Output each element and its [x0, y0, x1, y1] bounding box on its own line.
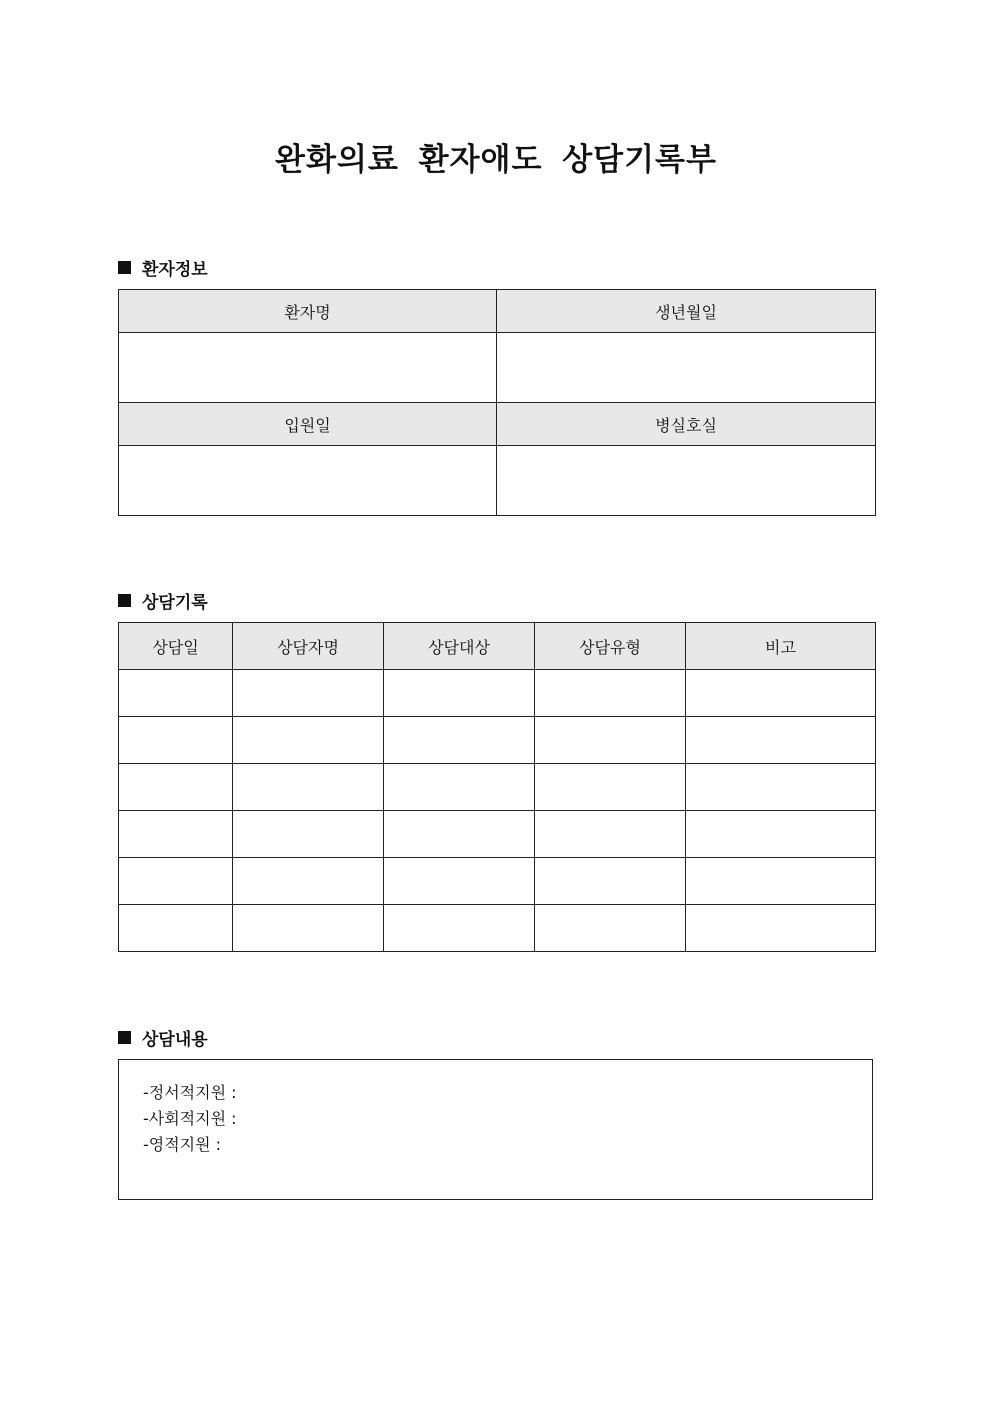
section-heading-patient-info [118, 255, 208, 280]
table-cell[interactable] [384, 717, 535, 764]
table-cell[interactable] [384, 905, 535, 952]
table-cell[interactable] [686, 764, 876, 811]
section-heading-label: 상담내용 [142, 1030, 208, 1050]
patient-name-field[interactable] [119, 333, 497, 403]
column-header-remarks: 비고 [686, 623, 876, 670]
table-cell[interactable] [233, 858, 384, 905]
spiritual-support-line: -영적지원 : [143, 1135, 222, 1154]
label-admission-date: 입원일 [119, 403, 497, 446]
table-cell[interactable] [233, 905, 384, 952]
column-header-type: 상담유형 [535, 623, 686, 670]
table-cell[interactable] [119, 764, 233, 811]
table-row [119, 670, 876, 717]
table-row [119, 764, 876, 811]
social-support-line: -사회적지원 : [143, 1109, 237, 1128]
table-cell[interactable] [384, 670, 535, 717]
document-title: 완화의료 환자애도 상담기록부 [275, 142, 717, 178]
counseling-content-box[interactable] [118, 1059, 873, 1200]
square-bullet-icon [118, 594, 131, 607]
table-cell[interactable] [535, 905, 686, 952]
square-bullet-icon [118, 1031, 131, 1044]
column-header-date: 상담일 [119, 623, 233, 670]
table-cell[interactable] [119, 905, 233, 952]
table-cell[interactable] [233, 717, 384, 764]
table-cell[interactable] [535, 858, 686, 905]
table-cell[interactable] [686, 905, 876, 952]
table-row [119, 717, 876, 764]
table-row [119, 858, 876, 905]
column-header-counselor: 상담자명 [233, 623, 384, 670]
section-heading-counseling-content [118, 1025, 208, 1050]
table-cell[interactable] [535, 811, 686, 858]
section-heading-label: 상담기록 [142, 593, 208, 613]
table-cell[interactable] [384, 811, 535, 858]
table-row [119, 905, 876, 952]
room-number-field[interactable] [497, 446, 876, 516]
label-birth-date: 생년월일 [497, 290, 876, 333]
table-cell[interactable] [233, 811, 384, 858]
table-cell[interactable] [119, 811, 233, 858]
counseling-log-table [118, 622, 876, 952]
section-heading-counseling-log [118, 588, 208, 613]
label-room-number: 병실호실 [497, 403, 876, 446]
table-cell[interactable] [384, 858, 535, 905]
admission-date-field[interactable] [119, 446, 497, 516]
patient-info-table [118, 289, 876, 516]
table-cell[interactable] [119, 858, 233, 905]
table-cell[interactable] [686, 811, 876, 858]
table-cell[interactable] [233, 670, 384, 717]
birth-date-field[interactable] [497, 333, 876, 403]
table-row [119, 811, 876, 858]
table-cell[interactable] [535, 764, 686, 811]
table-cell[interactable] [119, 670, 233, 717]
table-cell[interactable] [119, 717, 233, 764]
square-bullet-icon [118, 261, 131, 274]
section-heading-label: 환자정보 [142, 260, 208, 280]
table-cell[interactable] [535, 670, 686, 717]
table-cell[interactable] [535, 717, 686, 764]
table-cell[interactable] [686, 717, 876, 764]
table-cell[interactable] [233, 764, 384, 811]
table-cell[interactable] [384, 764, 535, 811]
table-cell[interactable] [686, 858, 876, 905]
emotional-support-line: -정서적지원 : [143, 1083, 237, 1102]
label-patient-name: 환자명 [119, 290, 497, 333]
column-header-target: 상담대상 [384, 623, 535, 670]
table-cell[interactable] [686, 670, 876, 717]
